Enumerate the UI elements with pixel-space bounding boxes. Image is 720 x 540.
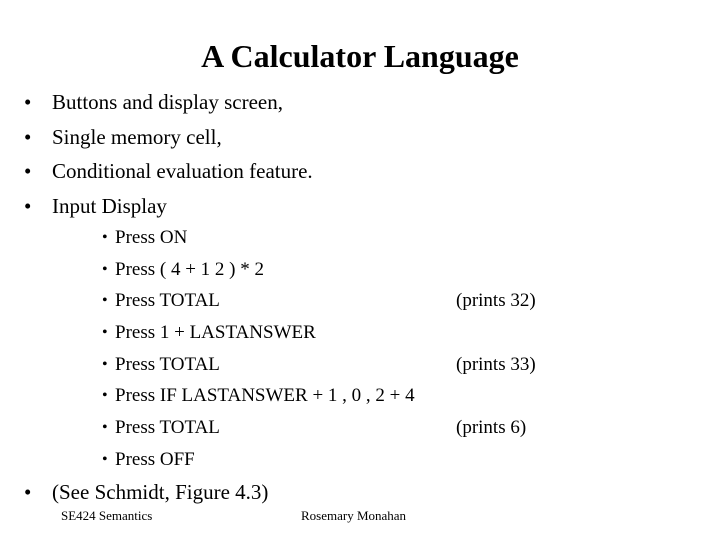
bullet-glyph: • xyxy=(24,125,32,149)
sub-bullet-text: Press TOTAL xyxy=(115,354,220,375)
sub-bullet-glyph: • xyxy=(102,324,108,341)
sub-bullet-glyph: • xyxy=(102,387,108,404)
bullet-text: Buttons and display screen, xyxy=(52,90,283,114)
sub-bullet-text: Press 1 + LASTANSWER xyxy=(115,322,316,343)
bullet-glyph: • xyxy=(24,194,32,218)
bullet-text: Conditional evaluation feature. xyxy=(52,159,313,183)
footer-course: SE424 Semantics xyxy=(61,508,153,523)
sub-bullet-glyph: • xyxy=(102,419,108,436)
sub-bullet-text: Press ( 4 + 1 2 ) * 2 xyxy=(115,259,264,280)
slide-title: A Calculator Language xyxy=(201,38,519,74)
sub-bullet-note: (prints 32) xyxy=(456,290,536,311)
sub-bullet-glyph: • xyxy=(102,356,108,373)
sub-bullet-text: Press OFF xyxy=(115,449,195,470)
sub-bullet-glyph: • xyxy=(102,229,108,246)
bullet-glyph: • xyxy=(24,480,32,504)
sub-bullet-glyph: • xyxy=(102,292,108,309)
footer-author: Rosemary Monahan xyxy=(301,508,407,523)
sub-bullet-glyph: • xyxy=(102,261,108,278)
sub-bullet-note: (prints 6) xyxy=(456,417,527,438)
bullet-glyph: • xyxy=(24,159,32,183)
sub-bullet-glyph: • xyxy=(102,451,108,468)
sub-bullet-text: Press TOTAL xyxy=(115,417,220,438)
sub-bullet-text: Press TOTAL xyxy=(115,290,220,311)
bullet-text: (See Schmidt, Figure 4.3) xyxy=(52,480,269,504)
bullet-text: Single memory cell, xyxy=(52,125,222,149)
bullet-text: Input Display xyxy=(52,194,167,218)
sub-bullet-text: Press IF LASTANSWER + 1 , 0 , 2 + 4 xyxy=(115,385,415,406)
bullet-glyph: • xyxy=(24,90,32,114)
sub-bullet-text: Press ON xyxy=(115,227,188,248)
sub-bullet-note: (prints 33) xyxy=(456,354,536,375)
